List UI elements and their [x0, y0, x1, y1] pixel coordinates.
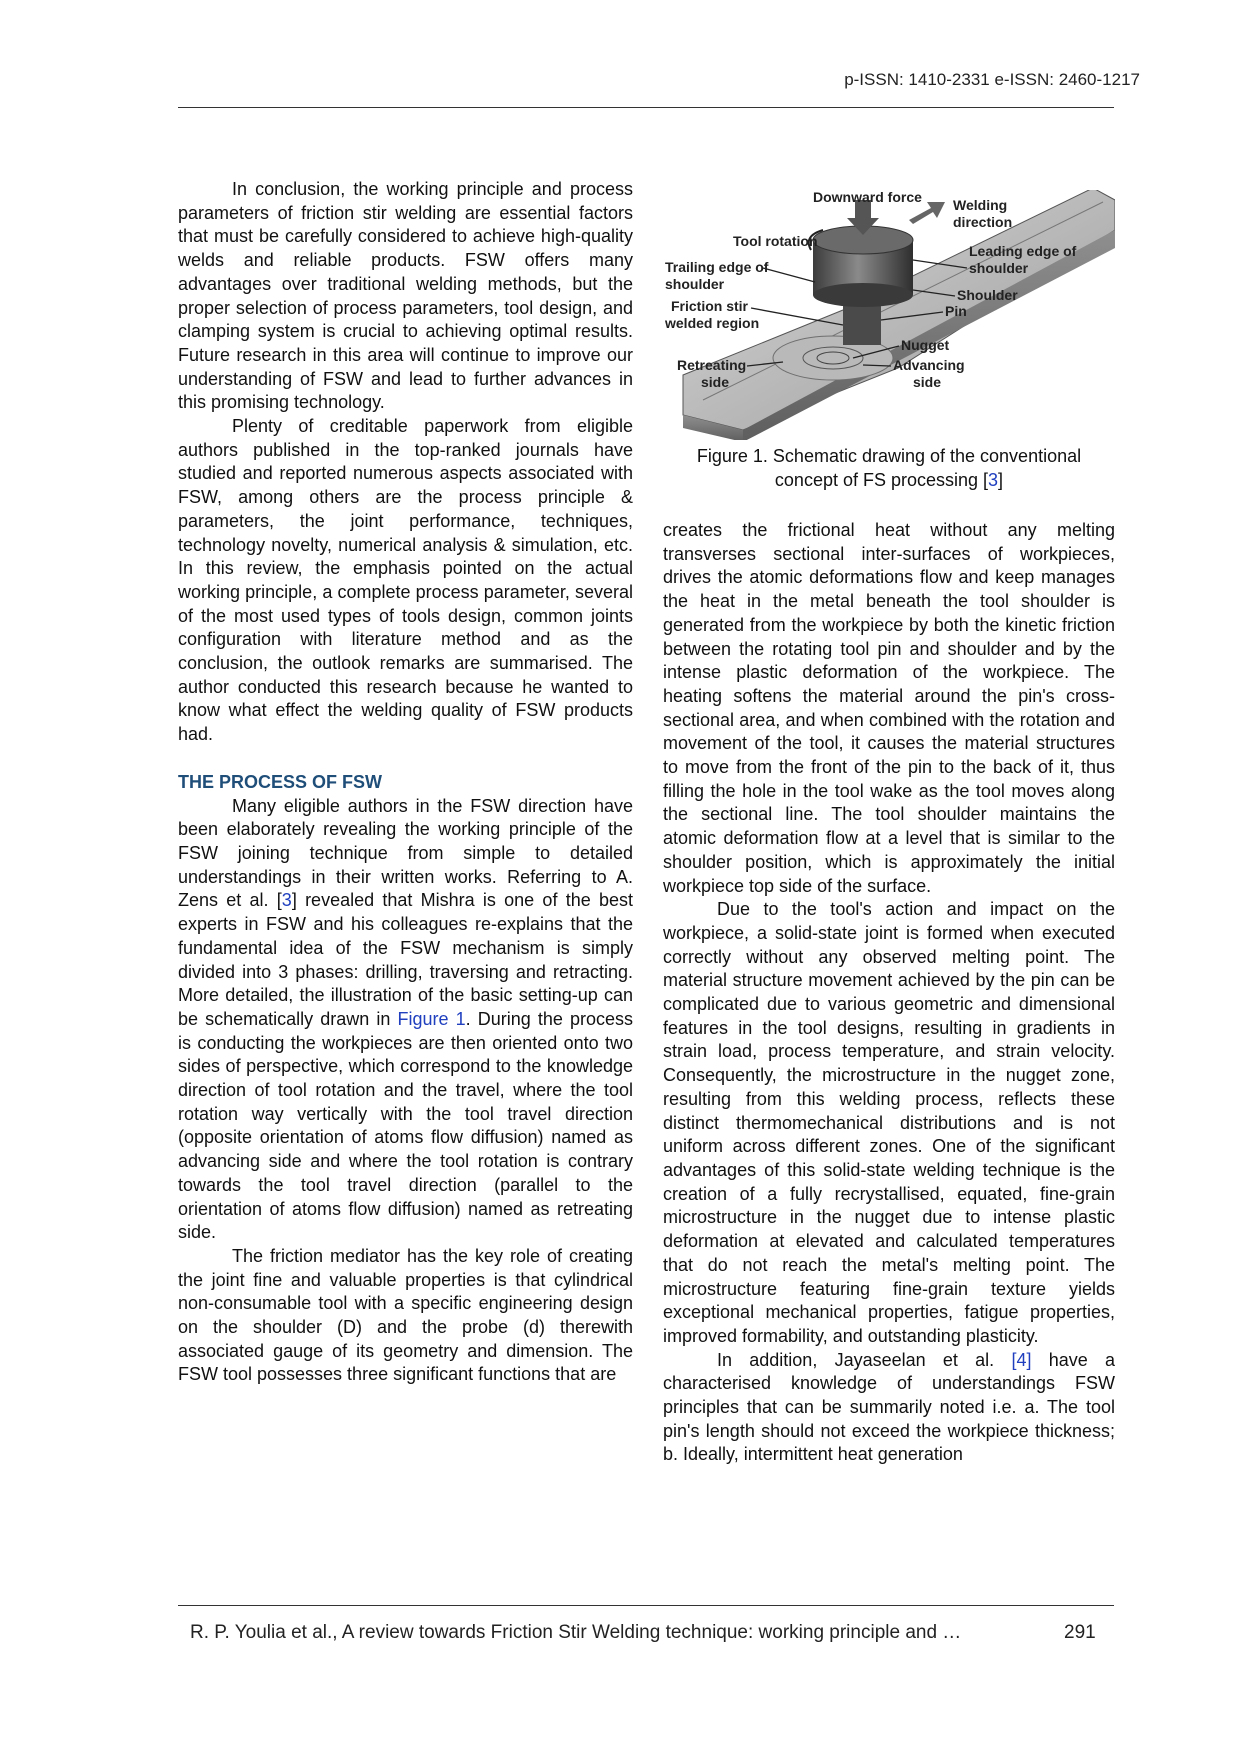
paragraph-process-principle	[178, 795, 633, 1245]
figure-1	[663, 190, 1115, 440]
caption-reference-link-3[interactable]: 3	[988, 470, 999, 490]
text-span: have a characterised knowledge of understandings FSW principles that can be summarily noted i.e. a. The tool pin's length should not exceed the workpiece thickness; b. Ideally, intermittent heat generation	[663, 1349, 1116, 1465]
figure-1-caption	[663, 444, 1115, 492]
left-column	[178, 178, 633, 1387]
label-retreating-2: side	[701, 374, 730, 390]
welding-direction-arrow	[909, 202, 945, 224]
label-welding-direction-1: Welding	[953, 197, 1008, 213]
paragraph-conclusion: In conclusion, the working principle and process parameters of friction stir welding are essential factors that must be carefully considered to achieve high-quality welds and reliable products. FSW offers many advantages over traditional welding methods, but the proper selection of process parameters, tool design, and clamping system is crucial to achieving optimal results. Future research in this area will continue to improve our understanding of FSW and lead to further advances in this promising technology.	[178, 179, 633, 413]
label-retreating-1: Retreating	[677, 357, 747, 373]
label-trailing-edge-2: shoulder	[665, 276, 725, 292]
caption-line-2	[663, 468, 1115, 492]
label-downward-force: Downward force	[813, 190, 922, 205]
text-span: ] revealed that Mishra is one of the best experts in FSW and his colleagues re-explains that the fundamental idea of the FSW mechanism is simply divided into 3 phases: drilling, traversing and retracting. More detailed, the illustration of the basic setting-up can be schematically drawn in	[178, 890, 633, 1029]
label-tool-rotation: Tool rotation	[733, 233, 818, 249]
fsw-schematic	[663, 190, 1115, 440]
page-number: 291	[1064, 1622, 1096, 1643]
text-span: In addition, Jayaseelan et al.	[717, 1349, 1012, 1370]
reference-link-4[interactable]: [4]	[1011, 1349, 1032, 1370]
paragraph-solid-state-joint: Due to the tool's action and impact on the workpiece, a solid-state joint is formed when executed correctly without any observed melting point. The material structure movement achieved by the pin can be complicated due to various geometric and dimensional features in the tool designs, resulting in gradients in strain load, process temperature, and strain velocity. Consequently, the microstructure in the nugget zone, resulting from this welding process, reflects these distinct thermomechanical distributions and is not uniform across different zones. One of the significant advantages of this solid-state welding technique is the creation of a fully recrystallised, equated, fine-grain microstructure in the nugget due to intense plastic deformation at elevated and calculated temperatures that do not reach the metal's melting point. The microstructure featuring fine-grain texture yields exceptional mechanical properties, fatigue properties, improved formability, and outstanding plasticity.	[663, 899, 1115, 1346]
right-column	[663, 519, 1115, 1467]
header-divider	[178, 107, 1114, 108]
text-span: . During the process is conducting the workpieces are then oriented onto two sides of perspective, which correspond to the knowledge direction of tool rotation and the travel, where the tool rotation way vertically with the tool travel direction (opposite orientation of atoms flow diffusion) named as advancing side and where the tool rotation is contrary towards the tool travel direction (parallel to the orientation of atoms flow diffusion) named as retreating side.	[178, 1008, 633, 1243]
label-pin: Pin	[945, 303, 967, 319]
text-span: ]	[998, 470, 1004, 490]
running-footer-citation: R. P. Youlia et al., A review towards Friction Stir Welding technique: working principle and …	[190, 1622, 962, 1643]
section-heading-process: THE PROCESS OF FSW	[178, 771, 383, 792]
label-leading-edge-2: shoulder	[969, 260, 1029, 276]
label-fsw-region-1: Friction stir	[671, 298, 749, 314]
journal-issn: p-ISSN: 1410-2331 e-ISSN: 2460-1217	[844, 70, 1140, 89]
caption-line-1: Figure 1. Schematic drawing of the conventional	[696, 446, 1082, 466]
paragraph-friction-mediator: The friction mediator has the key role of creating the joint fine and valuable properties is that cylindrical non-consumable tool with a specific engineering design on the shoulder (D) and the probe (d) therewith associated gauge of its geometry and dimension. The FSW tool possesses three significant functions that are	[178, 1245, 633, 1385]
label-trailing-edge-1: Trailing edge of	[665, 259, 769, 275]
footer-divider	[178, 1605, 1114, 1606]
label-leading-edge-1: Leading edge of	[969, 243, 1077, 259]
text-span: concept of FS processing [	[774, 470, 989, 490]
paragraph-review-scope: Plenty of creditable paperwork from eligible authors published in the top-ranked journals have studied and reported numerous aspects associated with FSW, among others are the process principle & parameters, the joint performance, techniques, technology novelty, numerical analysis & simulation, etc. In this review, the emphasis pointed on the actual working principle, a complete process parameter, several of the most used types of tools design, common joints configuration with literature method and as the conclusion, the outlook remarks are summarised. The author conducted this research because he wanted to know what effect the welding quality of FSW products had.	[178, 416, 633, 745]
paragraph-jayaseelan	[663, 1349, 1115, 1468]
text-span: Many eligible authors in the FSW direction have been elaborately revealing the working principle of the FSW joining technique from simple to detailed understandings in their written works. Referring to A. Zens et al. [	[178, 795, 633, 911]
paragraph-tool-functions: creates the frictional heat without any melting transverses sectional inter-surfaces of workpieces, drives the atomic deformations flow and keep manages the heat in the metal beneath the tool shoulder is generated from the workpiece by both the kinetic friction between the rotating tool pin and shoulder and by the intense plastic deformation of the workpiece. The heating softens the material around the pin's cross-sectional area, and when combined with the rotation and movement of the tool, it causes the material structures to move from the front of the pin to the back of it, thus filling the hole in the tool wake as the tool moves along the sectional line. The tool shoulder maintains the atomic deformation flow at a level that is similar to the shoulder position, which is approximately the initial workpiece top side of the surface.	[663, 520, 1115, 896]
label-fsw-region-2: welded region	[665, 315, 760, 331]
reference-link-3[interactable]: 3	[281, 890, 292, 911]
label-shoulder: Shoulder	[957, 287, 1018, 303]
label-welding-direction-2: direction	[953, 214, 1013, 230]
label-advancing-2: side	[913, 374, 942, 390]
label-nugget: Nugget	[901, 337, 950, 353]
figure-1-link[interactable]: Figure 1	[397, 1008, 466, 1029]
label-advancing-1: Advancing	[893, 357, 965, 373]
